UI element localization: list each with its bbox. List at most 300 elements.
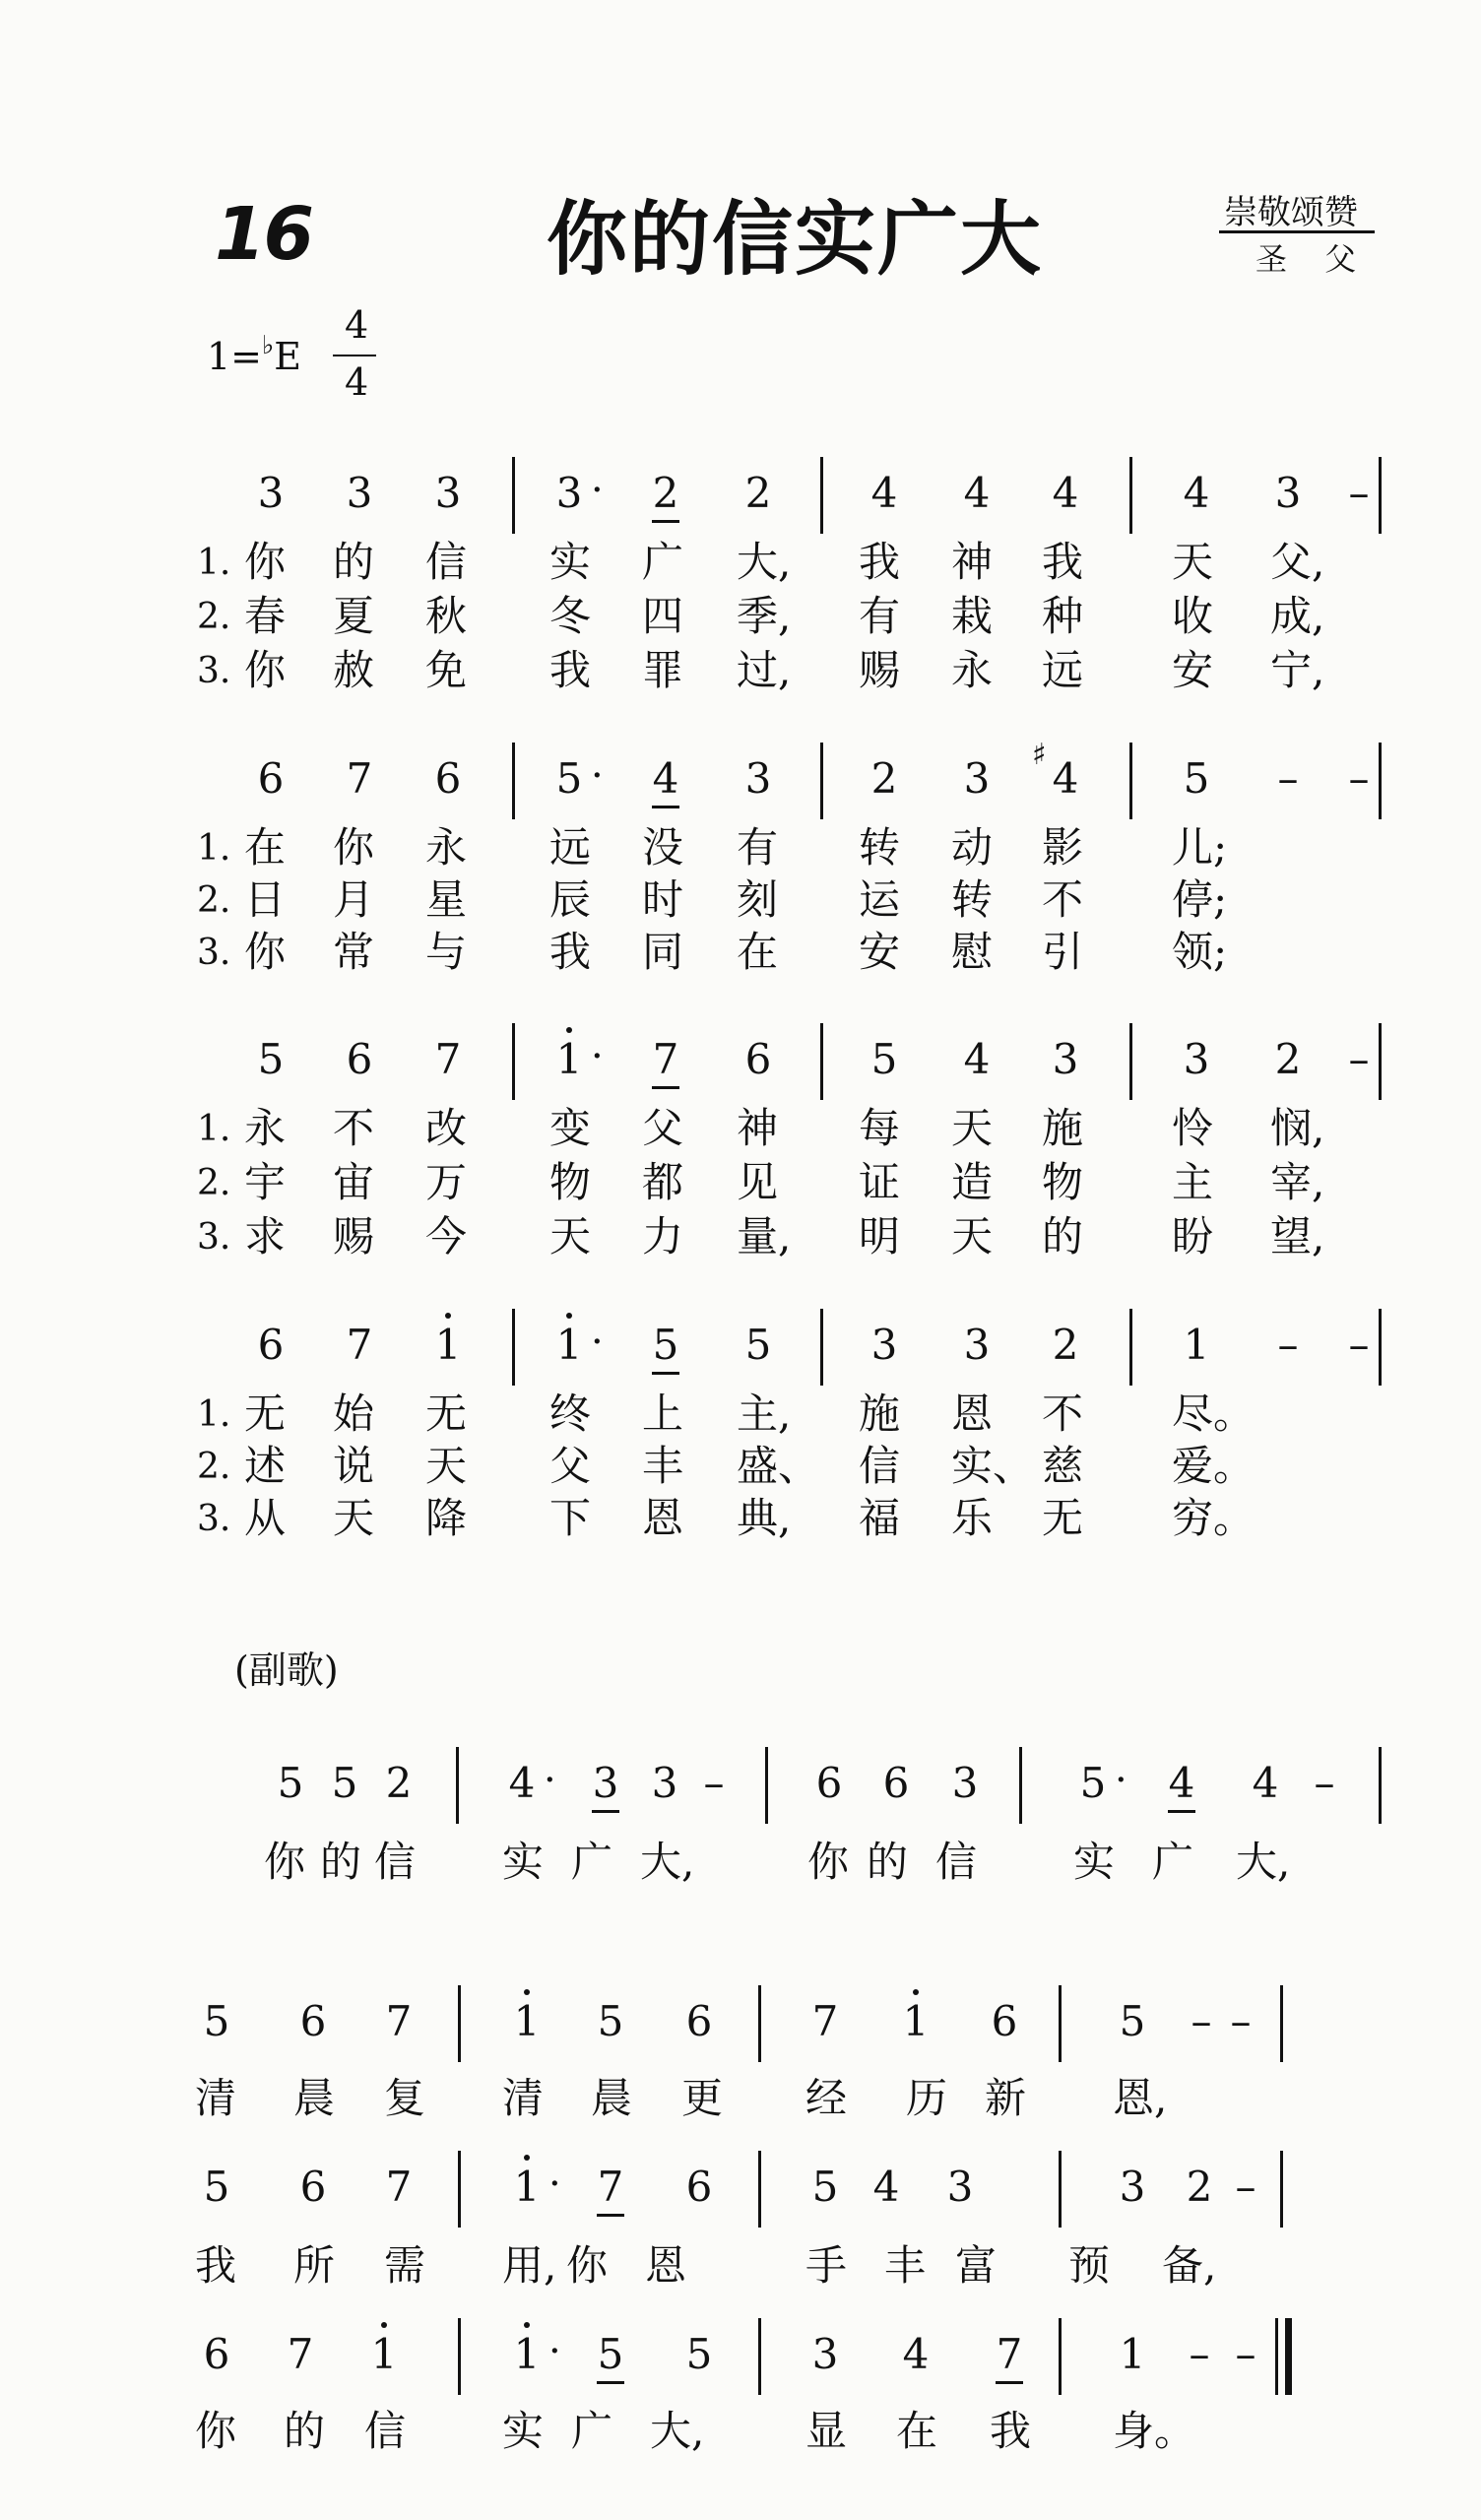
lyric-syllable: 赐 (333, 1212, 375, 1260)
key-note: E (274, 335, 302, 378)
chorus-lyric-syllable: 大, (640, 1838, 695, 1886)
sharp-icon: ♯ (1032, 738, 1047, 772)
note: 7 (346, 1321, 373, 1369)
lyric-syllable: 时 (642, 875, 684, 924)
bar-line (1285, 2318, 1292, 2395)
lyric-syllable: 影 (1042, 823, 1084, 872)
chorus-lyric-syllable: 晨 (591, 2074, 633, 2122)
lyric-syllable: 信 (859, 1442, 901, 1490)
verse-number: 1. (197, 828, 231, 869)
eighth-underline (652, 806, 679, 808)
note: 2 (1274, 1035, 1302, 1083)
chorus-lyric-syllable: 大, (650, 2407, 705, 2455)
bar-line (456, 1747, 459, 1824)
note: – (1277, 1321, 1299, 1369)
time-signature-line (333, 355, 376, 356)
high-octave-dot (524, 1989, 530, 1995)
verse-number: 2. (197, 1163, 231, 1203)
lyric-syllable: 终 (549, 1389, 592, 1438)
high-octave-dot (524, 2155, 530, 2161)
lyric-syllable: 辰 (549, 875, 592, 924)
verse-number: 2. (197, 597, 231, 637)
chorus-lyric-syllable: 晨 (293, 2074, 336, 2122)
note: 5 (203, 1997, 230, 2045)
lyric-syllable: 乐 (951, 1494, 994, 1542)
lyric-syllable: 转 (951, 875, 994, 924)
chorus-lyric-syllable: 富 (955, 2241, 998, 2290)
eighth-underline (652, 520, 679, 523)
bar-line (1059, 2151, 1062, 2228)
high-octave-dot (381, 2322, 387, 2328)
eighth-underline (996, 2381, 1023, 2384)
note: – (1348, 469, 1370, 517)
note: 5 (203, 2163, 230, 2211)
lyric-syllable: 万 (425, 1158, 468, 1206)
bar-line (458, 2151, 461, 2228)
lyric-syllable: 同 (642, 928, 684, 976)
bar-line (1059, 1985, 1062, 2062)
lyric-syllable: 没 (642, 823, 684, 872)
note: 3 (1119, 2163, 1146, 2211)
lyric-syllable: 都 (642, 1158, 684, 1206)
note: 6 (434, 754, 462, 803)
note: 3 (963, 754, 991, 803)
lyric-syllable: 慰 (951, 928, 994, 976)
note: 6 (203, 2330, 230, 2378)
lyric-syllable: 我 (549, 646, 592, 694)
note: 6 (257, 754, 285, 803)
note: 4 (1168, 1759, 1195, 1807)
lyric-syllable: 运 (859, 875, 901, 924)
bar-line (820, 457, 823, 534)
lyric-syllable: 证 (859, 1158, 901, 1206)
chorus-lyric-syllable: 复 (384, 2074, 426, 2122)
note: 6 (744, 1035, 772, 1083)
note: 6 (299, 2163, 327, 2211)
key-prefix: 1= (207, 335, 263, 378)
lyric-syllable: 怜 (1172, 1104, 1214, 1152)
bar-line (458, 2318, 461, 2395)
lyric-syllable: 永 (244, 1104, 287, 1152)
bar-line (1275, 2318, 1278, 2395)
lyric-syllable: 成, (1270, 592, 1325, 640)
note: 3 (1274, 469, 1302, 517)
note: 4 (1052, 469, 1079, 517)
note: 7 (597, 2163, 624, 2211)
lyric-syllable: 天 (425, 1442, 468, 1490)
lyric-syllable: 我 (859, 538, 901, 586)
high-octave-dot (524, 2322, 530, 2328)
chorus-lyric-syllable: 实 (502, 2407, 545, 2455)
chorus-lyric-syllable: 显 (805, 2407, 848, 2455)
note: 5 (685, 2330, 713, 2378)
lyric-syllable: 不 (1042, 1389, 1084, 1438)
lyric-syllable: 安 (859, 928, 901, 976)
note: 6 (685, 2163, 713, 2211)
high-octave-dot (445, 1313, 451, 1319)
bar-line (512, 1023, 515, 1100)
lyric-syllable: 说 (333, 1442, 375, 1490)
note: – (1348, 1035, 1370, 1083)
chorus-lyric-syllable: 历 (906, 2074, 948, 2122)
note: 3 (870, 1321, 898, 1369)
note: – (1348, 754, 1370, 803)
note: – (1235, 2330, 1256, 2378)
note: 1 (513, 1997, 541, 2045)
lyric-syllable: 物 (549, 1158, 592, 1206)
lyric-syllable: 广 (642, 538, 684, 586)
lyric-syllable: 改 (425, 1104, 468, 1152)
verse-number: 1. (197, 1394, 231, 1435)
chorus-lyric-syllable: 信 (935, 1838, 978, 1886)
lyric-syllable: 恩 (951, 1389, 994, 1438)
note: 3 (951, 1759, 979, 1807)
eighth-underline (652, 1372, 679, 1375)
note: 3 (434, 469, 462, 517)
chorus-lyric-syllable: 你 (264, 1838, 306, 1886)
lyric-syllable: 远 (549, 823, 592, 872)
lyric-syllable: 夏 (333, 592, 375, 640)
lyric-syllable: 宁, (1270, 646, 1325, 694)
lyric-syllable: 你 (244, 928, 287, 976)
bar-line (1379, 1023, 1382, 1100)
lyric-syllable: 你 (244, 538, 287, 586)
hymn-title: 你的信实广大 (547, 192, 1044, 287)
lyric-syllable: 季, (737, 592, 792, 640)
bar-line (512, 743, 515, 819)
chorus-lyric-syllable: 信 (374, 1838, 417, 1886)
bar-line (1019, 1747, 1022, 1824)
lyric-syllable: 罪 (642, 646, 684, 694)
lyric-syllable: 赐 (859, 646, 901, 694)
chorus-lyric-syllable: 你 (566, 2241, 609, 2290)
note: 1 (513, 2330, 541, 2378)
chorus-lyric-syllable: 广 (571, 2407, 613, 2455)
lyric-syllable: 天 (951, 1212, 994, 1260)
lyric-syllable: 神 (737, 1104, 779, 1152)
note: 6 (257, 1321, 285, 1369)
lyric-syllable: 栽 (951, 592, 994, 640)
note: 2 (1186, 2163, 1213, 2211)
verse-number: 2. (197, 880, 231, 921)
flat-icon: ♭ (262, 331, 275, 360)
high-octave-dot (566, 1027, 572, 1033)
note: 5 (744, 1321, 772, 1369)
chorus-lyric-syllable: 清 (502, 2074, 545, 2122)
lyric-syllable: 宇 (244, 1158, 287, 1206)
lyric-syllable: 神 (951, 538, 994, 586)
augmentation-dot: · (544, 1758, 556, 1803)
note: 7 (287, 2330, 314, 2378)
bar-line (512, 1309, 515, 1386)
chorus-lyric-syllable: 广 (1152, 1838, 1194, 1886)
lyric-syllable: 施 (1042, 1104, 1084, 1152)
category-label: 崇敬颂赞 (1224, 193, 1358, 232)
bar-line (1129, 1309, 1132, 1386)
chorus-lyric-syllable: 实 (502, 1838, 545, 1886)
note: 7 (811, 1997, 839, 2045)
lyric-syllable: 四 (642, 592, 684, 640)
lyric-syllable: 无 (1042, 1494, 1084, 1542)
lyric-syllable: 每 (859, 1104, 901, 1152)
lyric-syllable: 穷。 (1172, 1494, 1256, 1542)
lyric-syllable: 不 (1042, 875, 1084, 924)
lyric-syllable: 典, (737, 1494, 792, 1542)
lyric-syllable: 信 (425, 538, 468, 586)
note: – (1230, 1997, 1252, 2045)
chorus-lyric-syllable: 的 (320, 1838, 362, 1886)
note: – (1348, 1321, 1370, 1369)
lyric-syllable: 你 (244, 646, 287, 694)
chorus-lyric-syllable: 大, (1236, 1838, 1291, 1886)
note: 5 (257, 1035, 285, 1083)
lyric-syllable: 施 (859, 1389, 901, 1438)
lyric-syllable: 力 (642, 1212, 684, 1260)
note: 5 (1079, 1759, 1107, 1807)
chorus-lyric-syllable: 恩 (645, 2241, 687, 2290)
lyric-syllable: 宙 (333, 1158, 375, 1206)
chorus-lyric-syllable: 信 (364, 2407, 407, 2455)
note: 5 (1183, 754, 1210, 803)
lyric-syllable: 求 (244, 1212, 287, 1260)
chorus-lyric-syllable: 的 (284, 2407, 326, 2455)
chorus-lyric-syllable: 经 (805, 2074, 848, 2122)
note: 5 (870, 1035, 898, 1083)
note: 2 (744, 469, 772, 517)
lyric-syllable: 变 (549, 1104, 592, 1152)
note: – (1191, 1997, 1212, 2045)
lyric-syllable: 降 (425, 1494, 468, 1542)
eighth-underline (652, 1086, 679, 1089)
chorus-label: (副歌) (234, 1648, 339, 1692)
lyric-syllable: 盼 (1172, 1212, 1214, 1260)
verse-number: 3. (197, 1217, 231, 1258)
lyric-syllable: 盛、 (737, 1442, 820, 1490)
note: 5 (331, 1759, 358, 1807)
chorus-lyric-syllable: 预 (1068, 2241, 1111, 2290)
note: 7 (652, 1035, 679, 1083)
lyric-syllable: 不 (333, 1104, 375, 1152)
lyric-syllable: 领; (1172, 928, 1228, 976)
lyric-syllable: 转 (859, 823, 901, 872)
lyric-syllable: 常 (333, 928, 375, 976)
note: 1 (370, 2330, 398, 2378)
bar-line (1379, 457, 1382, 534)
chorus-lyric-syllable: 更 (681, 2074, 724, 2122)
augmentation-dot: · (591, 468, 604, 513)
lyric-syllable: 冬 (549, 592, 592, 640)
chorus-lyric-syllable: 身。 (1113, 2407, 1196, 2455)
lyric-syllable: 实、 (951, 1442, 1035, 1490)
lyric-syllable: 星 (425, 875, 468, 924)
note: 3 (811, 2330, 839, 2378)
lyric-syllable: 的 (333, 538, 375, 586)
note: 4 (872, 2163, 900, 2211)
lyric-syllable: 你 (333, 823, 375, 872)
lyric-syllable: 永 (951, 646, 994, 694)
note: 4 (1252, 1759, 1279, 1807)
note: – (1277, 754, 1299, 803)
bar-line (1059, 2318, 1062, 2395)
note: 3 (1052, 1035, 1079, 1083)
eighth-underline (597, 2214, 624, 2217)
lyric-syllable: 悯, (1270, 1104, 1325, 1152)
lyric-syllable: 福 (859, 1494, 901, 1542)
lyric-syllable: 春 (244, 592, 287, 640)
lyric-syllable: 无 (425, 1389, 468, 1438)
chorus-lyric-syllable: 实 (1073, 1838, 1116, 1886)
note: 3 (1183, 1035, 1210, 1083)
lyric-syllable: 儿; (1172, 823, 1228, 872)
note: 3 (744, 754, 772, 803)
note: 4 (870, 469, 898, 517)
lyric-syllable: 天 (333, 1494, 375, 1542)
verse-number: 1. (197, 1109, 231, 1149)
verse-number: 1. (197, 543, 231, 583)
lyric-syllable: 爱。 (1172, 1442, 1256, 1490)
note: 2 (652, 469, 679, 517)
note: 1 (902, 1997, 930, 2045)
verse-number: 3. (197, 1499, 231, 1539)
lyric-syllable: 免 (425, 646, 468, 694)
note: 6 (685, 1997, 713, 2045)
note: – (1314, 1759, 1335, 1807)
note: 6 (991, 1997, 1018, 2045)
lyric-syllable: 动 (951, 823, 994, 872)
verse-number: 3. (197, 651, 231, 691)
bar-line (758, 2151, 761, 2228)
lyric-syllable: 赦 (333, 646, 375, 694)
bar-line (1129, 457, 1132, 534)
chorus-lyric-syllable: 丰 (884, 2241, 927, 2290)
lyric-syllable: 见 (737, 1158, 779, 1206)
eighth-underline (592, 1810, 619, 1813)
note: – (703, 1759, 725, 1807)
lyric-syllable: 收 (1172, 592, 1214, 640)
verse-number: 2. (197, 1447, 231, 1487)
bar-line (820, 1309, 823, 1386)
note: 5 (277, 1759, 304, 1807)
note: 2 (385, 1759, 413, 1807)
eighth-underline (597, 2381, 624, 2384)
note: 7 (385, 2163, 413, 2211)
lyric-syllable: 述 (244, 1442, 287, 1490)
bar-line (458, 1985, 461, 2062)
lyric-syllable: 我 (1042, 538, 1084, 586)
lyric-syllable: 秋 (425, 592, 468, 640)
lyric-syllable: 有 (737, 823, 779, 872)
bar-line (1379, 1309, 1382, 1386)
category-divider (1219, 230, 1375, 233)
note: 6 (299, 1997, 327, 2045)
lyric-syllable: 永 (425, 823, 468, 872)
lyric-syllable: 量, (737, 1212, 792, 1260)
chorus-lyric-syllable: 恩, (1113, 2074, 1168, 2122)
bar-line (1379, 743, 1382, 819)
lyric-syllable: 停; (1172, 875, 1228, 924)
lyric-syllable: 刻 (737, 875, 779, 924)
lyric-syllable: 上 (642, 1389, 684, 1438)
note: 3 (946, 2163, 974, 2211)
lyric-syllable: 实 (549, 538, 592, 586)
bar-line (1280, 2151, 1283, 2228)
note: 5 (597, 2330, 624, 2378)
augmentation-dot: · (591, 753, 604, 799)
lyric-syllable: 日 (244, 875, 287, 924)
note: 6 (815, 1759, 843, 1807)
note: 5 (811, 2163, 839, 2211)
hymn-number: 16 (215, 192, 312, 277)
lyric-syllable: 恩 (642, 1494, 684, 1542)
time-signature-top: 4 (345, 303, 369, 347)
lyric-syllable: 今 (425, 1212, 468, 1260)
note: 7 (434, 1035, 462, 1083)
note: 4 (902, 2330, 930, 2378)
note: 5 (1119, 1997, 1146, 2045)
lyric-syllable: 丰 (642, 1442, 684, 1490)
time-signature-bottom: 4 (345, 360, 369, 404)
note: 4 (963, 469, 991, 517)
note: – (1235, 2163, 1256, 2211)
note: 6 (346, 1035, 373, 1083)
lyric-syllable: 始 (333, 1389, 375, 1438)
bar-line (1129, 743, 1132, 819)
note: 7 (385, 1997, 413, 2045)
note: 3 (346, 469, 373, 517)
lyric-syllable: 父 (642, 1104, 684, 1152)
note: 1 (434, 1321, 462, 1369)
bar-line (820, 1023, 823, 1100)
chorus-lyric-syllable: 的 (867, 1838, 909, 1886)
note: 4 (508, 1759, 536, 1807)
augmentation-dot: · (591, 1034, 604, 1079)
bar-line (512, 457, 515, 534)
lyric-syllable: 种 (1042, 592, 1084, 640)
lyric-syllable: 慈 (1042, 1442, 1084, 1490)
lyric-syllable: 造 (951, 1158, 994, 1206)
augmentation-dot: · (1115, 1758, 1127, 1803)
high-octave-dot (566, 1313, 572, 1319)
note: 7 (346, 754, 373, 803)
note: 1 (555, 1321, 583, 1369)
chorus-lyric-syllable: 在 (896, 2407, 938, 2455)
bar-line (765, 1747, 768, 1824)
note: 5 (597, 1997, 624, 2045)
lyric-syllable: 明 (859, 1212, 901, 1260)
lyric-syllable: 大, (737, 538, 792, 586)
note: 4 (1052, 754, 1079, 803)
note: 1 (1119, 2330, 1146, 2378)
lyric-syllable: 从 (244, 1494, 287, 1542)
chorus-lyric-syllable: 新 (985, 2074, 1027, 2122)
lyric-syllable: 主 (1172, 1158, 1214, 1206)
note: 3 (963, 1321, 991, 1369)
lyric-syllable: 安 (1172, 646, 1214, 694)
bar-line (1379, 1747, 1382, 1824)
high-octave-dot (913, 1989, 919, 1995)
lyric-syllable: 引 (1042, 928, 1084, 976)
note: 3 (257, 469, 285, 517)
bar-line (1280, 1985, 1283, 2062)
chorus-lyric-syllable: 手 (805, 2241, 848, 2290)
chorus-lyric-syllable: 广 (571, 1838, 613, 1886)
lyric-syllable: 我 (549, 928, 592, 976)
lyric-syllable: 父, (1270, 538, 1325, 586)
note: 2 (1052, 1321, 1079, 1369)
eighth-underline (1168, 1810, 1195, 1813)
chorus-lyric-syllable: 用, (502, 2241, 557, 2290)
verse-number: 3. (197, 933, 231, 973)
